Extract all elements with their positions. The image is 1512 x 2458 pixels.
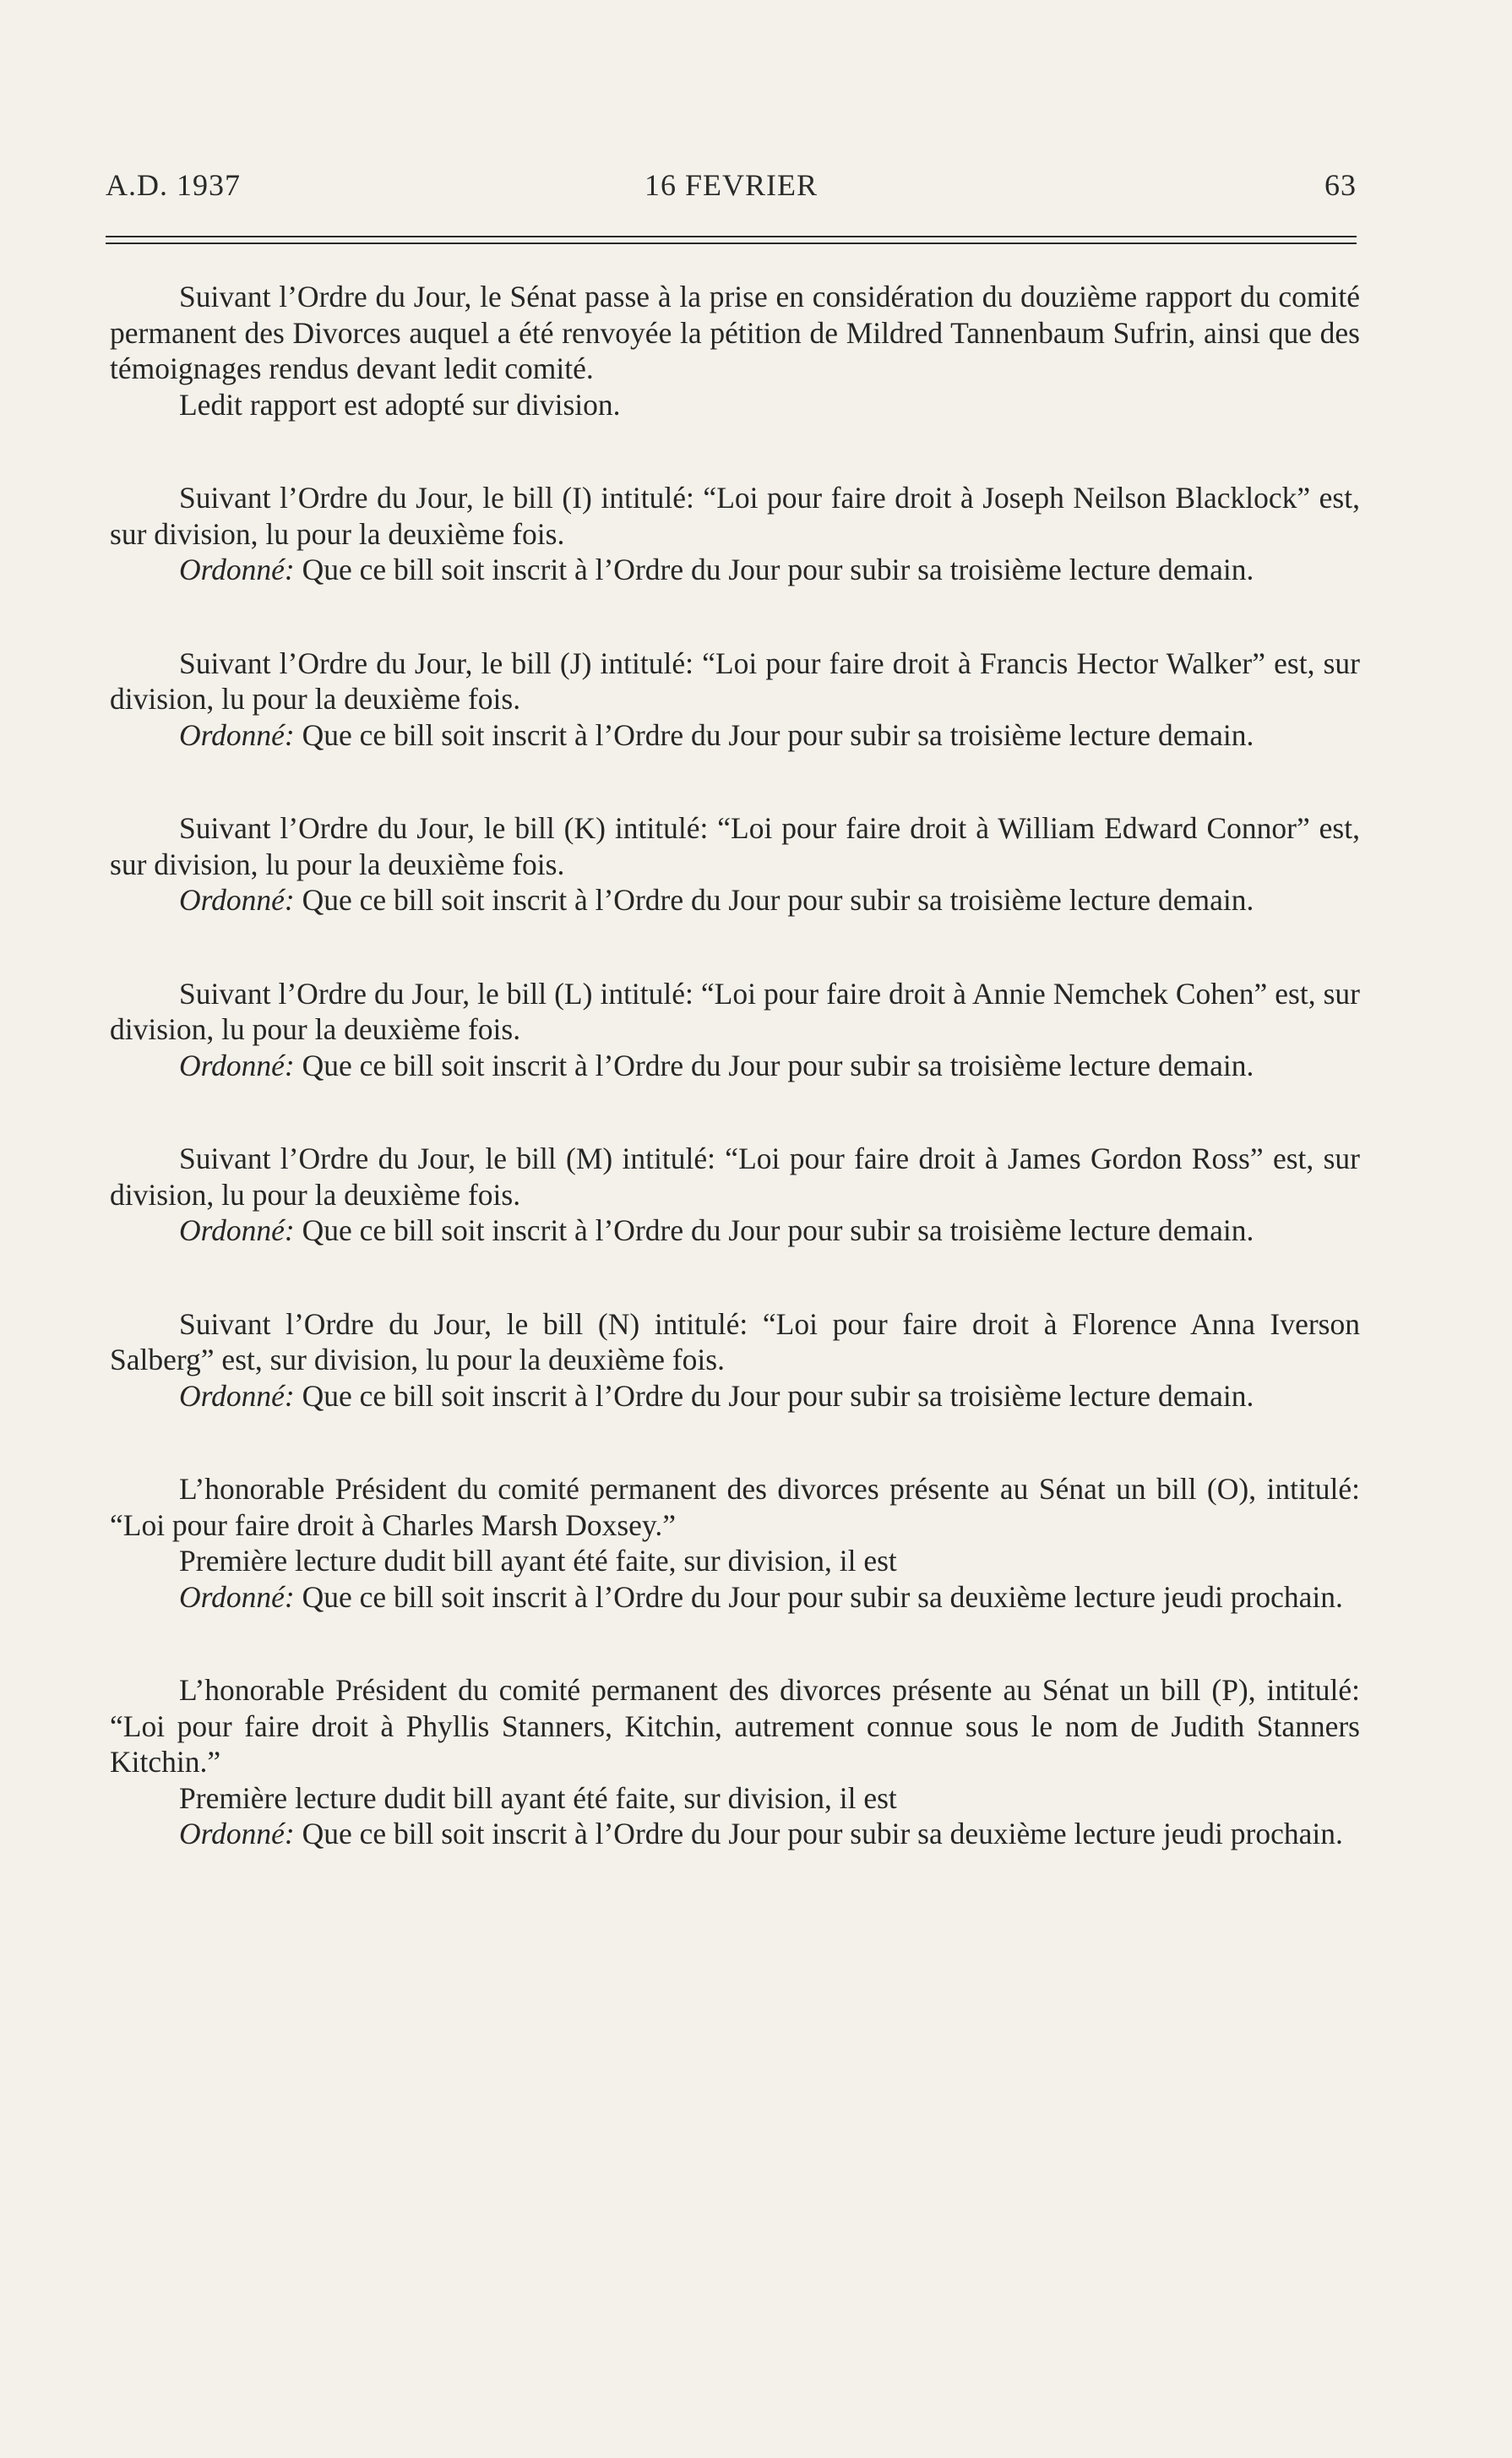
journal-entry [110, 976, 1360, 1084]
entry-paragraph [110, 976, 1360, 1048]
ordonne-label: Ordonné: [179, 1579, 295, 1614]
entry-paragraph [110, 1543, 1360, 1579]
paragraph-text: Que ce bill soit inscrit à l’Ordre du Jour pour subir sa troisième lecture demain. [294, 717, 1254, 752]
entry-paragraph [110, 810, 1360, 882]
entry-paragraph [110, 1471, 1360, 1543]
ordonne-label: Ordonné: [179, 883, 295, 917]
entry-paragraph [110, 1141, 1360, 1213]
paragraph-text: Suivant l’Ordre du Jour, le bill (L) intitulé: “Loi pour faire droit à Annie Nemchek Cohen” est, sur division, lu pour la deuxième fois. [110, 976, 1360, 1046]
entry-paragraph [110, 1213, 1360, 1249]
paragraph-text: Première lecture dudit bill ayant été faite, sur division, il est [179, 1544, 897, 1578]
entry-paragraph [110, 1306, 1360, 1378]
journal-entry [110, 646, 1360, 754]
journal-entry [110, 480, 1360, 588]
paragraph-text: Que ce bill soit inscrit à l’Ordre du Jour pour subir sa deuxième lecture jeudi prochain. [294, 1579, 1343, 1614]
header-double-rule [106, 236, 1357, 244]
entry-paragraph [110, 1378, 1360, 1414]
header-date: 16 FEVRIER [644, 168, 818, 202]
paragraph-text: Suivant l’Ordre du Jour, le bill (J) intitulé: “Loi pour faire droit à Francis Hector Walker” est, sur division, lu pour la deuxième fois. [110, 646, 1360, 716]
page-number: 63 [1324, 168, 1357, 202]
journal-entry [110, 1141, 1360, 1249]
entry-paragraph [110, 882, 1360, 918]
paragraph-text: Que ce bill soit inscrit à l’Ordre du Jour pour subir sa deuxième lecture jeudi prochain. [294, 1817, 1343, 1850]
entry-paragraph [110, 279, 1360, 387]
entry-paragraph [110, 552, 1360, 588]
entry-paragraph [110, 1672, 1360, 1780]
page-body [110, 279, 1360, 1910]
paragraph-text: Que ce bill soit inscrit à l’Ordre du Jour pour subir sa troisième lecture demain. [294, 1378, 1254, 1413]
paragraph-text: L’honorable Président du comité permanent des divorces présente au Sénat un bill (P), intitulé: “Loi pour faire droit à Phyllis Stanners, Kitchin, autrement connue sous le nom de Judith Stanners Kitchin.” [110, 1673, 1360, 1779]
page-header [106, 167, 1357, 211]
entry-paragraph [110, 1780, 1360, 1817]
entry-paragraph [110, 387, 1360, 423]
paragraph-text: Suivant l’Ordre du Jour, le bill (K) intitulé: “Loi pour faire droit à William Edward Connor” est, sur division, lu pour la deuxième fois. [110, 811, 1360, 881]
journal-entry [110, 1471, 1360, 1615]
paragraph-text: Que ce bill soit inscrit à l’Ordre du Jour pour subir sa troisième lecture demain. [294, 1213, 1254, 1247]
journal-entry [110, 1672, 1360, 1852]
ordonne-label: Ordonné: [179, 1213, 295, 1247]
journal-entry [110, 810, 1360, 918]
paragraph-text: Suivant l’Ordre du Jour, le bill (M) intitulé: “Loi pour faire droit à James Gordon Ross” est, sur division, lu pour la deuxième fois. [110, 1142, 1360, 1212]
paragraph-text: Que ce bill soit inscrit à l’Ordre du Jour pour subir sa troisième lecture demain. [294, 883, 1254, 917]
paragraph-text: Première lecture dudit bill ayant été faite, sur division, il est [179, 1780, 897, 1815]
ordonne-label: Ordonné: [179, 717, 295, 752]
entry-paragraph [110, 1816, 1360, 1852]
entry-paragraph [110, 646, 1360, 717]
journal-entry [110, 279, 1360, 422]
paragraph-text: Suivant l’Ordre du Jour, le Sénat passe à la prise en considération du douzième rapport du comité permanent des Divorces auquel a été renvoyée la pétition de Mildred Tannenbaum Sufrin, ainsi que des témoignages rendus devant ledit comité. [110, 280, 1360, 385]
paragraph-text: Suivant l’Ordre du Jour, le bill (I) intitulé: “Loi pour faire droit à Joseph Neilson Blacklock” est, sur division, lu pour la deuxième fois. [110, 481, 1360, 551]
ordonne-label: Ordonné: [179, 1048, 295, 1082]
entry-paragraph [110, 1048, 1360, 1084]
journal-entry [110, 1306, 1360, 1414]
ordonne-label: Ordonné: [179, 1378, 295, 1413]
ordonne-label: Ordonné: [179, 553, 295, 586]
entry-paragraph [110, 1579, 1360, 1616]
entry-paragraph [110, 717, 1360, 754]
ordonne-label: Ordonné: [179, 1817, 295, 1850]
paragraph-text: L’honorable Président du comité permanent des divorces présente au Sénat un bill (O), intitulé: “Loi pour faire droit à Charles Marsh Doxsey.” [110, 1472, 1360, 1542]
header-year: A.D. 1937 [106, 168, 241, 202]
paragraph-text: Que ce bill soit inscrit à l’Ordre du Jour pour subir sa troisième lecture demain. [294, 1048, 1254, 1082]
entry-paragraph [110, 480, 1360, 552]
paragraph-text: Que ce bill soit inscrit à l’Ordre du Jour pour subir sa troisième lecture demain. [294, 553, 1254, 586]
paragraph-text: Suivant l’Ordre du Jour, le bill (N) intitulé: “Loi pour faire droit à Florence Anna Iverson Salberg” est, sur division, lu pour la deuxième fois. [110, 1306, 1360, 1376]
paragraph-text: Ledit rapport est adopté sur division. [179, 387, 621, 422]
